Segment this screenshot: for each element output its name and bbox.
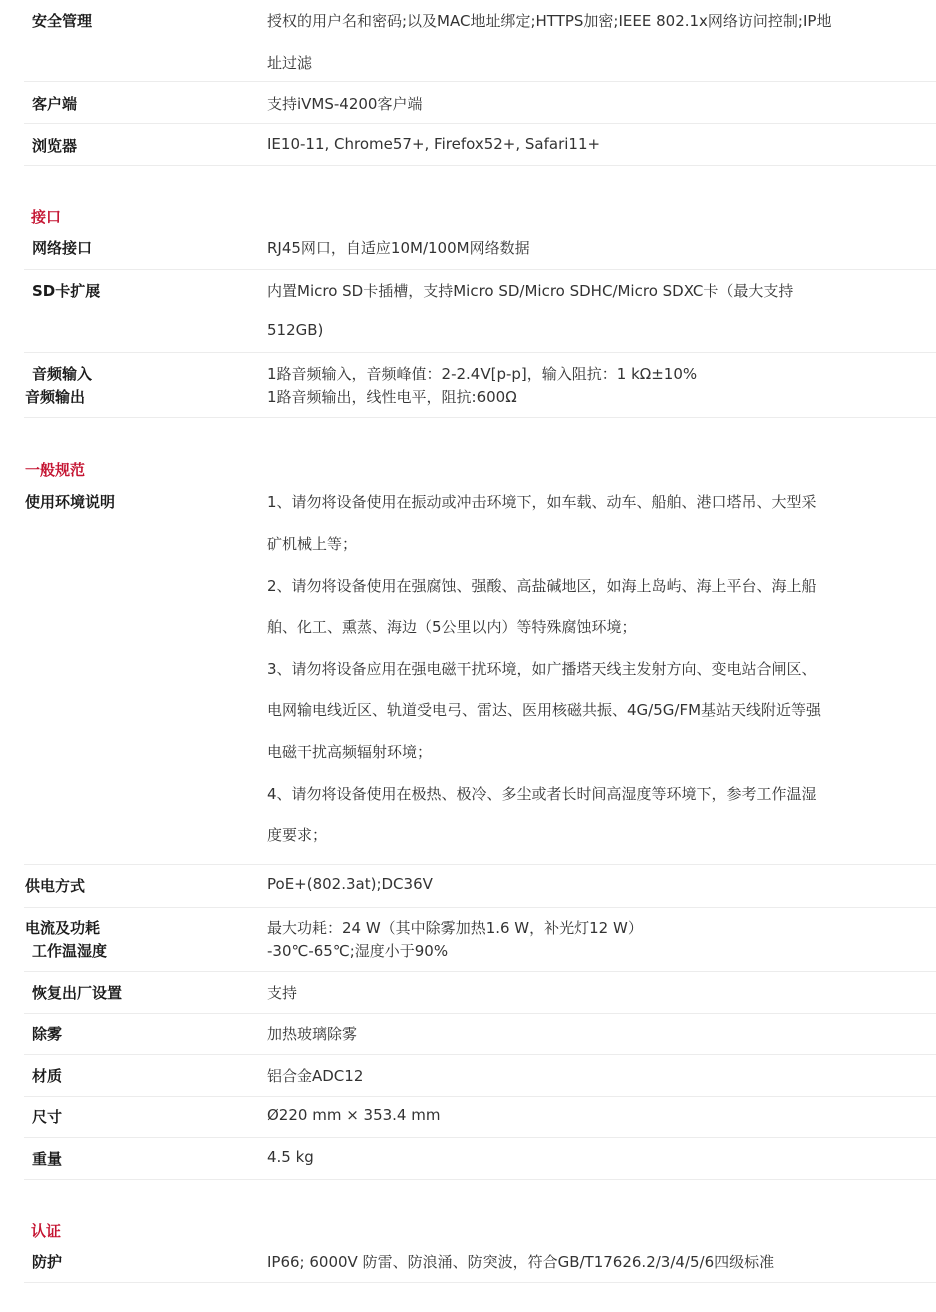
spec-row-defog xyxy=(24,1014,936,1055)
env-note-line: 电磁干扰高频辐射环境； xyxy=(267,743,433,761)
spec-value: 址过滤 xyxy=(267,54,313,72)
spec-value: RJ45网口，自适应10M/100M网络数据 xyxy=(267,239,530,257)
env-note-line: 舶、化工、熏蒸、海边（5公里以内）等特殊腐蚀环境； xyxy=(267,618,637,636)
spec-row-security xyxy=(24,0,936,82)
spec-row-audio xyxy=(24,353,936,418)
env-note-line: 矿机械上等； xyxy=(267,535,358,553)
spec-label: 尺寸 xyxy=(32,1108,63,1126)
spec-label: 音频输入 xyxy=(32,365,93,383)
spec-value: -30℃-65℃;湿度小于90% xyxy=(267,942,449,960)
spec-row-material xyxy=(24,1055,936,1097)
spec-value: 支持 xyxy=(267,984,298,1002)
section-heading-general: 一般规范 xyxy=(25,461,86,479)
spec-label: SD卡扩展 xyxy=(32,282,101,300)
env-note-line: 4、请勿将设备使用在极热、极冷、多尘或者长时间高湿度等环境下，参考工作温湿 xyxy=(267,785,817,803)
section-heading-interface: 接口 xyxy=(31,208,62,226)
env-note-line: 1、请勿将设备使用在振动或冲击环境下，如车载、动车、船舶、港口塔吊、大型采 xyxy=(267,493,817,511)
spec-label: 除雾 xyxy=(32,1025,63,1043)
env-note-line: 2、请勿将设备使用在强腐蚀、强酸、高盐碱地区，如海上岛屿、海上平台、海上船 xyxy=(267,577,817,595)
spec-row-size xyxy=(24,1097,936,1138)
spec-row-client xyxy=(24,82,936,124)
spec-value: PoE+(802.3at);DC36V xyxy=(267,875,433,893)
spec-row-browser xyxy=(24,124,936,166)
spec-value: 铝合金ADC12 xyxy=(267,1067,364,1085)
spec-label: 重量 xyxy=(32,1150,63,1168)
env-note-line: 3、请勿将设备应用在强电磁干扰环境，如广播塔天线主发射方向、变电站合闸区、 xyxy=(267,660,817,678)
spec-row-weight xyxy=(24,1138,936,1180)
section-heading-certification: 认证 xyxy=(31,1222,62,1240)
spec-row-sd xyxy=(24,270,936,353)
spec-row-reset xyxy=(24,972,936,1014)
spec-label: 客户端 xyxy=(32,95,78,113)
spec-row-consumption xyxy=(24,908,936,972)
spec-row-network xyxy=(24,228,936,270)
spec-value: 1路音频输出，线性电平，阻抗:600Ω xyxy=(267,388,517,406)
spec-value: 授权的用户名和密码;以及MAC地址绑定;HTTPS加密;IEEE 802.1x网络访问控制;IP地 xyxy=(267,12,832,30)
spec-label: 使用环境说明 xyxy=(25,493,116,511)
spec-label: 音频输出 xyxy=(25,388,86,406)
spec-label: 防护 xyxy=(32,1253,63,1271)
spec-label: 安全管理 xyxy=(32,12,93,30)
spec-value: Ø220 mm × 353.4 mm xyxy=(267,1106,441,1124)
spec-row-protection xyxy=(24,1242,936,1283)
spec-value: IE10-11, Chrome57+, Firefox52+, Safari11+ xyxy=(267,135,601,153)
env-note-line: 电网输电线近区、轨道受电弓、雷达、医用核磁共振、4G/5G/FM基站天线附近等强 xyxy=(267,701,822,719)
spec-value: 最大功耗：24 W（其中除雾加热1.6 W，补光灯12 W） xyxy=(267,919,643,937)
spec-value: IP66; 6000V 防雷、防浪涌、防突波，符合GB/T17626.2/3/4/5/6四级标准 xyxy=(267,1253,775,1271)
spec-label: 材质 xyxy=(32,1067,63,1085)
spec-value: 支持iVMS-4200客户端 xyxy=(267,95,423,113)
spec-value: 加热玻璃除雾 xyxy=(267,1025,358,1043)
spec-label: 网络接口 xyxy=(32,239,93,257)
spec-value: 1路音频输入，音频峰值：2-2.4V[p-p]，输入阻抗：1 kΩ±10% xyxy=(267,365,698,383)
spec-label: 工作温湿度 xyxy=(32,942,108,960)
spec-value: 内置Micro SD卡插槽，支持Micro SD/Micro SDHC/Micro SDXC卡（最大支持 xyxy=(267,282,794,300)
spec-label: 恢复出厂设置 xyxy=(32,984,123,1002)
spec-label: 供电方式 xyxy=(25,877,86,895)
spec-value: 4.5 kg xyxy=(267,1148,314,1166)
spec-row-power xyxy=(24,865,936,908)
spec-label: 电流及功耗 xyxy=(25,919,101,937)
spec-label: 浏览器 xyxy=(32,137,78,155)
env-note-line: 度要求； xyxy=(267,826,328,844)
spec-value: 512GB) xyxy=(267,321,324,339)
